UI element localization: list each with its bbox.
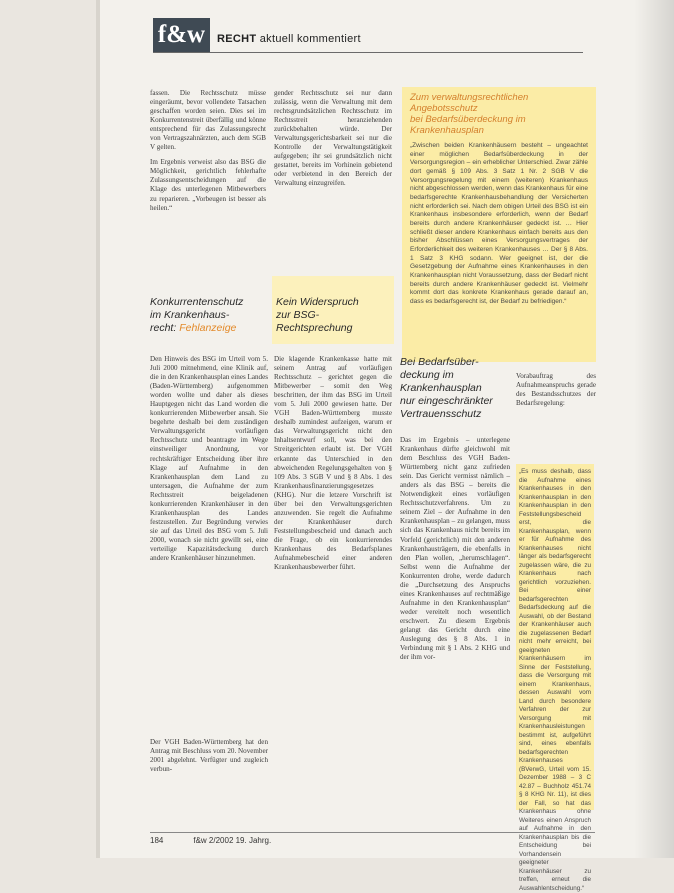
col2-heading-line: Kein Widerspruch [276,296,359,308]
page-shade [634,0,674,858]
info-box-title [410,92,588,136]
section-name: RECHT [217,33,257,45]
info-title-line: bei Bedarfsüberdeckung im Krankenhausplan [410,114,526,136]
footer-divider [150,832,595,833]
col1-paragraph-1: fassen. Die Rechtsschutz müsse eingeräumt, bevor vollendete Tatsachen geschaffen worden seien. Dies sei im Konkurrentenstreit überfällig und könne entsprechend für das Zulassungsrecht von Vertragszahnärzten, auch dem SGB V gelten. [150,89,266,152]
column-2-body [274,355,392,821]
col3-heading-line: nur eingeschränkter [400,395,493,407]
info-box-text: „Zwischen beiden Krankenhäusern besteht – ungeachtet einer möglichen Bedarfsüberdeckung in der Versorgungsregion – ein erheblicher Unterschied. Zwar zähle dort gemäß § 109 Abs. 3 Satz 1 Nr. 2 SGB V die Versorgungsregelung mit einem (weiteren) Krankenhaus nicht abgeschlossen werden, wenn das Krankenhaus für eine bedarfsgerechte Krankenhausbehandlung der Versicherten nicht erforderlich sei. Nach dem obigen Urteil des BSG ist ein Krankenhaus insbesondere erforderlich, wenn der Bedarf bereits durch andere Krankenhäuser gedeckt ist. … Hier schließt dieser andere Krankenhaus einfach bereits aus den bisher Abschlüssen eines Versorgungsvertrages der Erforderlichkeit des weiteren Krankenhauses … Der § 8 Abs. 1 Satz 3 KHG sodann. Wer geeignet ist, der die Gesetzgebung der Aufnahme eines Krankenhauses in den Krankenhausplan nicht Voraussetzung, dass der Bedarf nicht bereits durch andere Krankenhäuser gedeckt ist. Vielmehr kommt dort das konkrete Krankenhaus gerade darauf an, dass es bedarfsgerecht ist, der Bedarf zu befriedigen.“ [410,142,588,305]
quote-box-text: „Es muss deshalb, dass die Aufnahme eines Krankenhauses in den Krankenhausplan in den Krankenhausplan in den Feststellungsbescheid erst, die Krankenhausplan, wenn er für Aufnahme des Krankenhauses nicht länger als bedarfsgerecht zugelassen wäre, die zu Krankenhaus nach gerichtlich vorzuziehen. Bei einer bedarfsgerechten Bedarfsdeckung auf die Auswahl, ob der Bestand der Krankenhäuser auch die zugelassenen Bedarf nicht mehr erreicht, bei geeigneten Krankenhäusern im Sinne der Feststellung, dass die Versorgung mit einem Krankenhaus, dessen Auswahl vom Land durch besondere Verfahren der zur Versorgung mit Krankenhausleistungen bestimmt ist, aufgeführt sind, eines ebenfalls bedarfsgerechten Krankenhauses (BVerwG, Urteil vom 15. Dezember 1988 – 3 C 42.87 – Buchholz 451.74 § 8 KHG Nr. 11), ist dies der Fall, so hat das Krankenhaus ohne Weiteres einen Anspruch auf Aufnahme in den Krankenhausplan bis die Entscheidung bei Vorhandensein geeigneter Krankenhäuser zu treffen, erneut die Auswahlentscheidung.“ [519,468,591,892]
col2-heading-line: Rechtsprechung [276,322,353,334]
col2-body: Die klagende Krankenkasse hatte mit seinem Antrag auf vorläufigen Rechtsschutz – gerichtet gegen die Mitbewerber – somit den Weg beschritten, der ihm das BSG im Urteil vom 5. Juli 2000 gewiesen hatte. Der VGH Baden-Württemberg musste deshalb zumindest aufzeigen, warum er das Verwaltungsgericht nicht den Inhaltsentwurf soll, was bei den Streitgerichten erlaubt ist. Der VGH erkannte das Unterschied in den abweichenden Regelungsgehalten von § 109 Abs. 3 SGB V und § 8 Abs. 1 des Krankenhausfinanzierungsgesetzes (KHG). Nur die letzere Vorschrift ist über bei den Verwaltungsgerichten anzuwenden. Sie regelt die Aufnahme der Krankenhäuser durch Feststellungsbescheid und danach auch die Frage, ob ein konkurrierendes Krankenhaus des Bedarfsplanes Aufnahmebescheid einer anderen Krankenhausbewerber führt. [274,355,392,572]
page-footer [150,836,271,845]
info-title-line: Zum verwaltungsrechtlichen Angebotsschutz [410,92,529,114]
col3-heading-line: Vertrauensschutz [400,408,482,420]
col2-heading-line: zur BSG- [276,309,320,321]
col3-heading-line: Bei Bedarfsüber- [400,356,479,368]
col3-heading-line: Krankenhausplan [400,382,482,394]
column-4-intro [516,372,596,462]
header-divider [153,52,583,53]
col1-heading-line: Konkurrentenschutz [150,296,244,308]
col1-heading-accent: Fehlanzeige [179,322,237,334]
col1-heading-line: recht: [150,322,180,334]
col4-intro: Vorabauftrag des Aufnahmeanspruchs gerade des Bestandsschutzes der Bedarfsregelung: [516,372,596,408]
column-1-end [150,738,268,823]
col1-body: Den Hinweis des BSG im Urteil vom 5. Juli 2000 mitnehmend, eine Klinik auf, die in den Krankenhausplan eines Landes (Baden-Württemberg) aufgenommen worden wollte und daher als dieses Hauptgegen nicht das Land worden die konkurrierenden Mitbewerber ansah. Sie begehrte deshalb bei dem zuständigen Verwaltungsgericht vorläufigen Rechtsschutz und beantragte im Wege einstweiliger Anordnung, vor rechtskräftiger Entscheidung über ihre Klage auf Aufnahme in den Krankenhausplan dem Land zu untersagen, die Aufnahme der zum Rechtsstreit beigeladenen konkurrierenden Krankenhäuser in den Krankenhausplan des Landes festzustellen. Zur Begründung verwies sie auf das Urteil des BSG vom 5. Juli 2000, wonach sie nicht gewillt sei, eine verteilige Kapazitätsdeckung durch andere Krankenhäuser hinzunehmen. [150,355,268,563]
col2-subheading [276,296,391,335]
col2-paragraph-1: gender Rechtsschutz sei nur dann zulässig, wenn die Verwaltung mit dem rechtsgrundsätzlichen Rechtsschutz im Rechtsstreit heranziehenden zurückbehalten würde. Der Verwaltungsgerichtsbarkeit sei nur die Kontrolle der Verwaltungstätigkeit aufgegeben; ihr sei grundsätzlich nicht gestattet, bereits im Vorhinein gebietend oder verbietend in den Bereich der Verwaltung einzugreifen. [274,89,392,188]
journal-issue: f&w 2/2002 19. Jahrg. [193,836,272,845]
quote-box [516,464,594,892]
column-1-body [150,355,268,731]
col3-subheading [400,356,512,421]
col1-paragraph-end: Der VGH Baden-Württemberg hat den Antrag mit Beschluss vom 20. November 2001 abgelehnt. Verfügter und zugleich verbun- [150,738,268,774]
col1-subheading [150,296,275,335]
page-number: 184 [150,836,164,845]
col3-body: Das im Ergebnis – unterlegene Krankenhaus dürfte gleichwohl mit dem Beschluss des VGH Baden-Württemberg nicht ganz zufrieden sein. Das Gericht vermisst nämlich – anders als das BSG – bereits die Notwendigkeit eines vorläufigen Rechtsschutzverfahrens. Um zu seinem Ziel – der Aufnahme in den Krankenhausplan – zu gelangen, muss sich das Krankenhaus nicht bereits im Vorfeld (gerichtlich) mit den anderen Krankenhausträgern, die ebenfalls in den Plan wollen, „herumschlagen“. Selbst wenn die Aufnahme der Konkurrenten drohe, werde dadurch die „Durchsetzung des Anspruchs eines Krankenhauses auf rechtmäßige Aufnahme in den Krankenhausplan“ weder vereitelt noch wesentlich erschwert. Zu diesem Ergebnis gelangt das Gericht durch eine Auslegung des § 8 Abs. 1 in Verbindung mit § 1 Abs. 2 KHG und der ihm vor- [400,436,510,662]
column-1-top [150,89,266,259]
section-subtitle: aktuell kommentiert [256,33,361,45]
section-title [217,33,361,45]
column-3-body [400,436,510,822]
info-box [402,87,596,362]
col3-heading-line: deckung im [400,369,454,381]
column-2-top [274,89,392,264]
magazine-logo: f&w [153,18,210,52]
col1-paragraph-2: Im Ergebnis verweist also das BSG die Möglichkeit, gerichtlich fehlerhafte Zulassungsentscheidungen auf die Klage des unterlegenen Mitbewerbers zu reparieren. „Vorbeugen ist besser als heilen.“ [150,158,266,212]
col1-heading-line: im Krankenhaus- [150,309,230,321]
